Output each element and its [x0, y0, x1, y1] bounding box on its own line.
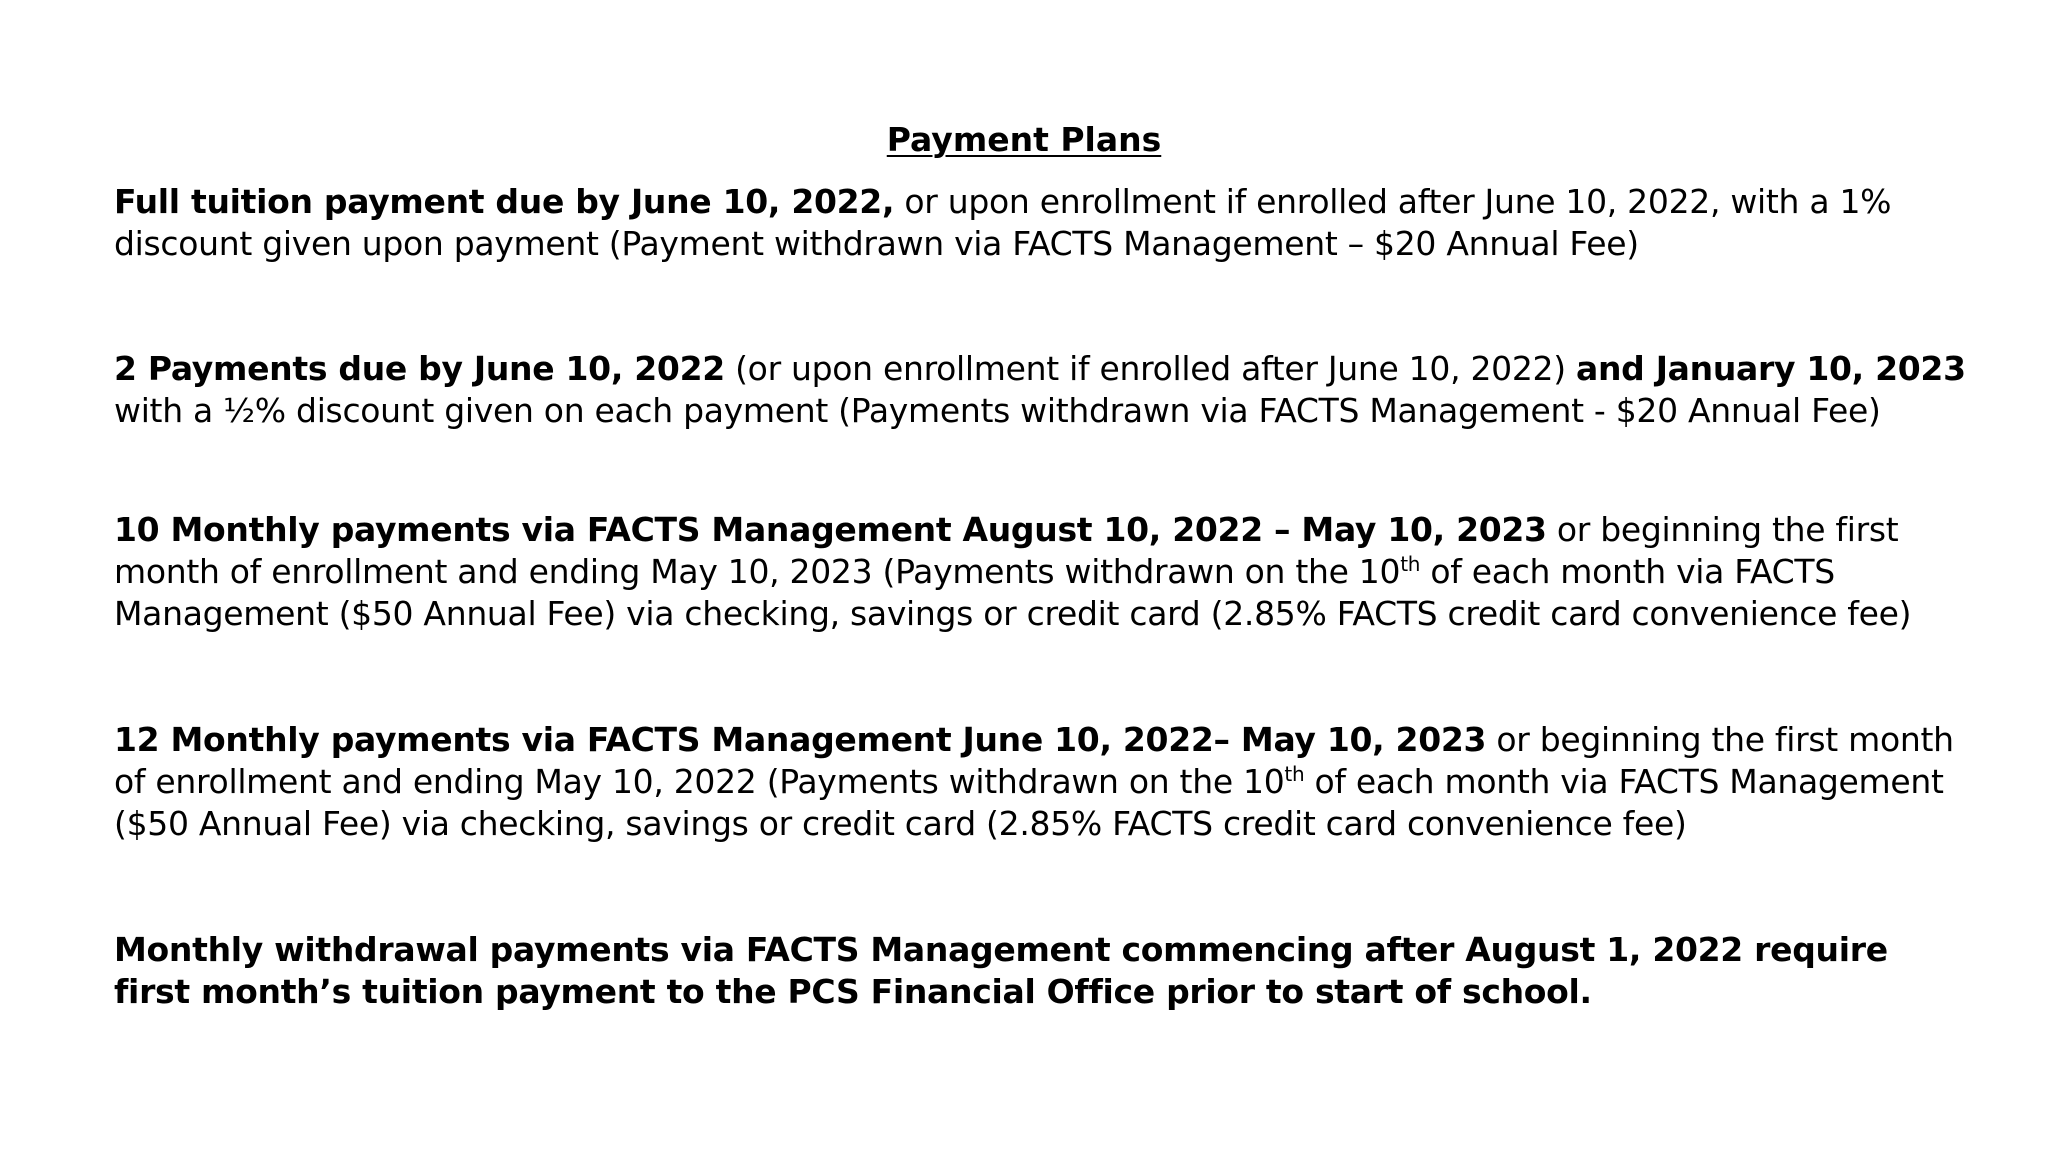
- plan-twelve-monthly-sup: th: [1284, 762, 1305, 786]
- plan-ten-monthly-lead: 10 Monthly payments via FACTS Management August 10, 2022 – May 10, 2023: [114, 510, 1547, 549]
- plan-two-payments: [114, 348, 1974, 432]
- plan-ten-monthly-text-1: or beginning the first month of enrollment and ending May 10, 2023 (Payments withdrawn on the 10: [114, 510, 1899, 591]
- withdrawal-note-text: Monthly withdrawal payments via FACTS Management commencing after August 1, 2022 require first month’s tuition payment to the PCS Financial Office prior to start of school.: [114, 930, 1888, 1011]
- plan-two-payments-mid-text: (or upon enrollment if enrolled after June 10, 2022): [724, 349, 1577, 388]
- plan-full-tuition-lead: Full tuition payment due by June 10, 2022,: [114, 182, 895, 221]
- page-title: Payment Plans: [886, 120, 1162, 159]
- withdrawal-note: [114, 929, 1974, 1013]
- plan-ten-monthly: [114, 509, 1974, 635]
- plan-full-tuition: [114, 181, 1974, 265]
- plan-two-payments-mid-bold: and January 10, 2023: [1576, 349, 1966, 388]
- plan-two-payments-text: with a ½% discount given on each payment (Payments withdrawn via FACTS Management - $20 Annual Fee): [114, 391, 1881, 430]
- plan-twelve-monthly-lead: 12 Monthly payments via FACTS Management June 10, 2022– May 10, 2023: [114, 720, 1487, 759]
- plan-twelve-monthly: [114, 719, 1974, 845]
- plan-ten-monthly-text-2: of each month via FACTS Management ($50 Annual Fee) via checking, savings or credit card (2.85% FACTS credit card convenience fee): [114, 552, 1912, 633]
- plan-twelve-monthly-text-1: or beginning the first month of enrollment and ending May 10, 2022 (Payments withdrawn on the 10: [114, 720, 1954, 801]
- plan-ten-monthly-sup: th: [1400, 552, 1421, 576]
- plan-two-payments-lead: 2 Payments due by June 10, 2022: [114, 349, 725, 388]
- plan-full-tuition-text: or upon enrollment if enrolled after June 10, 2022, with a 1% discount given upon payment (Payment withdrawn via FACTS Management – $20 Annual Fee): [114, 182, 1892, 263]
- plan-twelve-monthly-text-2: of each month via FACTS Management ($50 Annual Fee) via checking, savings or credit card (2.85% FACTS credit card convenience fee): [114, 762, 1944, 843]
